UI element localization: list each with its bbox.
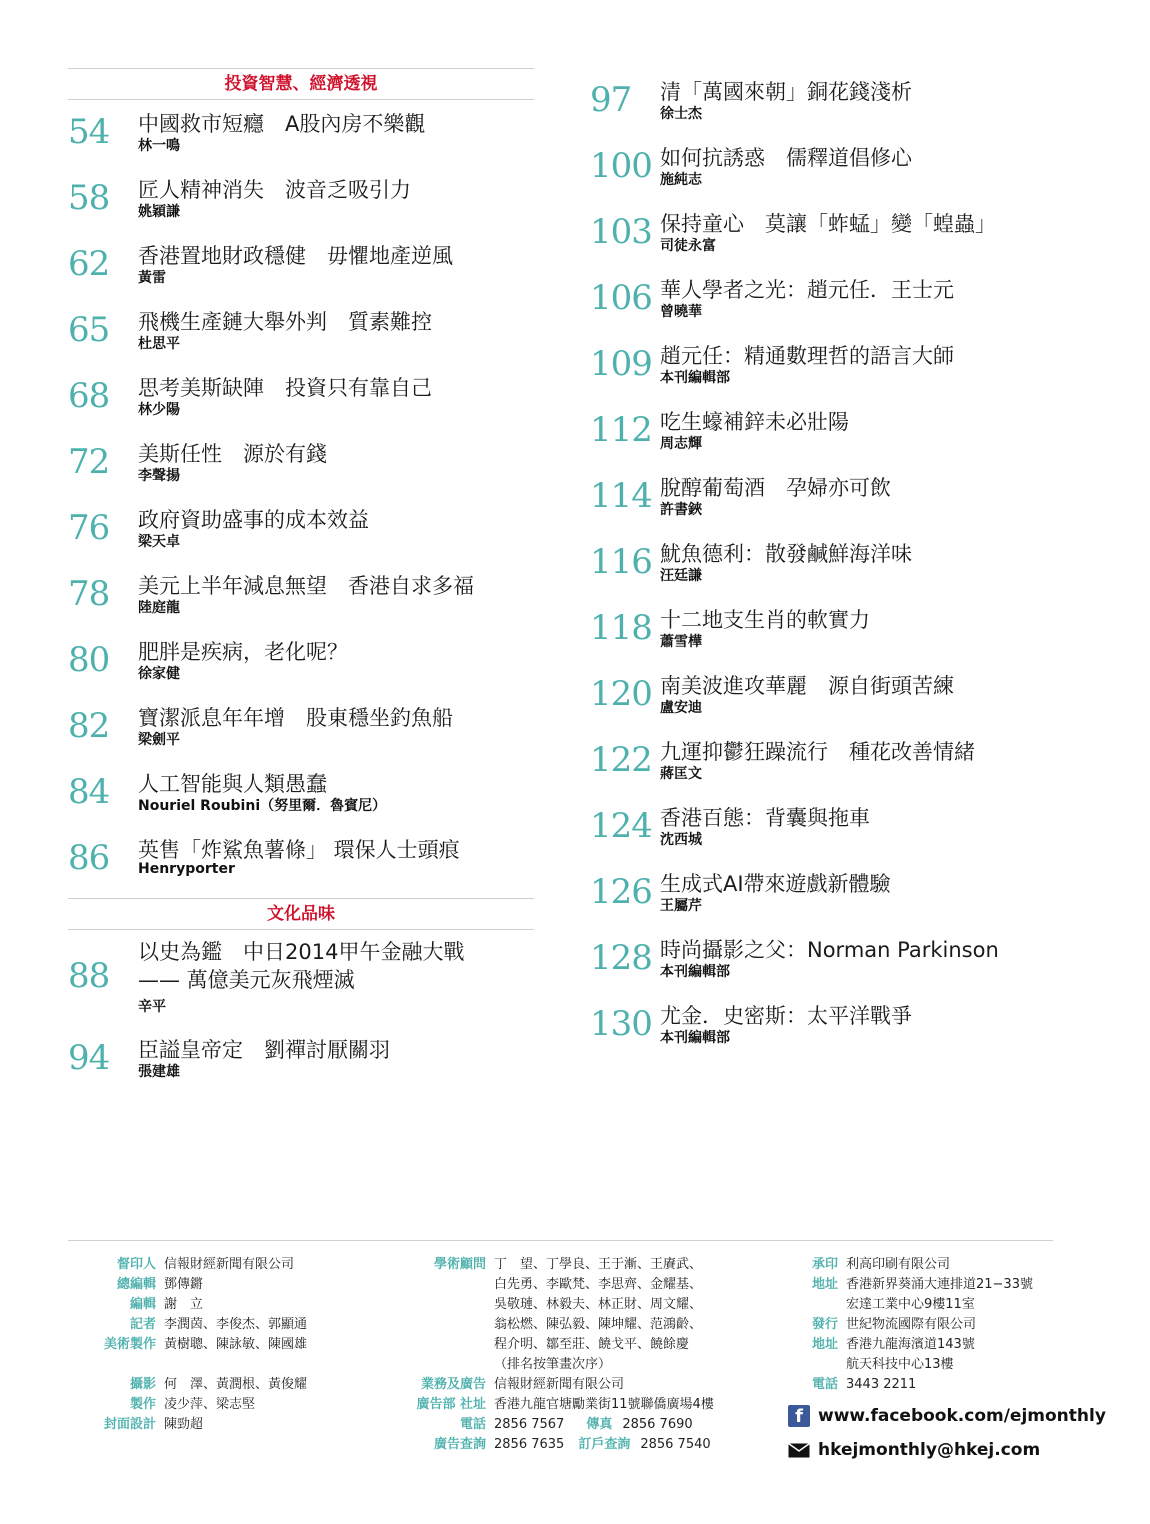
toc-entry[interactable] (590, 662, 1110, 728)
page-number: 122 (590, 740, 652, 780)
article-title: 臣謚皇帝定 劉禪討厭關羽 (138, 1038, 390, 1062)
credit-label: 封面設計 (103, 1417, 156, 1432)
page-number: 106 (590, 278, 652, 318)
credit-label: 廣告部 社址 (416, 1397, 486, 1412)
credit-value: 香港新界葵涌大連排道21−33號 (846, 1277, 1033, 1292)
credit-value: 凌少萍、梁志堅 (164, 1397, 256, 1412)
article-title: 如何抗誘惑 儒釋道倡修心 (660, 146, 912, 170)
advisor-line: 程介明、鄒至莊、饒戈平、饒餘慶 (494, 1337, 690, 1352)
toc-entry[interactable] (590, 992, 1110, 1058)
page-number: 78 (68, 574, 110, 614)
page-number: 88 (68, 956, 110, 996)
page-number: 80 (68, 640, 110, 680)
enquiry-row: 廣告查詢 2856 7635 訂戶查詢 2856 7540 (433, 1437, 711, 1452)
advisor-line: 丁 望、丁學良、王于漸、王賡武、 (494, 1257, 703, 1272)
masthead-credits (68, 1240, 1106, 1460)
toc-entry[interactable] (590, 134, 1110, 200)
credit-row (788, 1275, 1106, 1295)
page-number: 116 (590, 542, 652, 582)
toc-entry[interactable] (590, 530, 1110, 596)
article-title: 生成式AI帶來遊戲新體驗 (660, 872, 891, 896)
toc-entry[interactable] (590, 332, 1110, 398)
page-number: 86 (68, 838, 110, 878)
page-number: 68 (68, 376, 110, 416)
article-title: 魷魚德利：散發鹹鮮海洋味 (660, 542, 912, 566)
article-title: 肥胖是疾病，老化呢？ (138, 640, 348, 664)
page-number: 124 (590, 806, 652, 846)
page-number: 97 (590, 80, 632, 120)
toc-entry[interactable] (68, 1026, 534, 1092)
credit-label: 業務及廣告 (420, 1377, 486, 1392)
credit-value: 鄧傳鏘 (164, 1277, 204, 1292)
section-heading-investment: 投資智慧、經濟透視 (68, 68, 534, 100)
advisor-line: 吳敬璉、林毅夫、林正財、周文耀、 (494, 1297, 703, 1312)
article-author: 汪廷謙 (660, 568, 702, 584)
article-author: 張建雄 (138, 1064, 180, 1080)
toc-left-column (68, 68, 534, 1092)
article-author: 本刊編輯部 (660, 1030, 730, 1046)
article-title: 清「萬國來朝」銅花錢淺析 (660, 80, 912, 104)
credit-value: 何 澤、黃潤根、黃俊耀 (164, 1377, 308, 1392)
toc-entry[interactable] (590, 728, 1110, 794)
article-author: 施純志 (660, 172, 702, 188)
article-author: 林少陽 (138, 402, 180, 418)
toc-entry[interactable] (68, 628, 534, 694)
page-number: 109 (590, 344, 652, 384)
article-title: 尤金．史密斯：太平洋戰爭 (660, 1004, 912, 1028)
credit-label: 總編輯 (116, 1277, 156, 1292)
article-title: 飛機生產鏈大舉外判 質素難控 (138, 310, 432, 334)
toc-list-investment (68, 100, 534, 892)
credit-value: 陳勁超 (164, 1417, 204, 1432)
credit-label: 電話 (811, 1377, 838, 1392)
credit-label (788, 1355, 838, 1375)
credit-row (788, 1375, 1106, 1395)
credit-row (788, 1295, 1106, 1315)
toc-entry[interactable] (590, 794, 1110, 860)
page-number: 120 (590, 674, 652, 714)
credit-label: 攝影 (129, 1377, 156, 1392)
article-author: 梁天卓 (138, 534, 180, 550)
article-title: 時尚攝影之父：Norman Parkinson (660, 938, 999, 962)
credit-row (68, 1295, 307, 1315)
email-link[interactable]: hkejmonthly@hkej.com (788, 1435, 1106, 1465)
credit-value: 信報財經新聞有限公司 (494, 1377, 625, 1392)
page-number: 84 (68, 772, 110, 812)
advisors-list (494, 1255, 702, 1375)
credit-label: 督印人 (116, 1257, 156, 1272)
article-author: Nouriel Roubini（努里爾．魯賓尼） (138, 798, 387, 814)
credit-value: 3443 2211 (846, 1377, 917, 1392)
credit-value: 謝 立 (164, 1297, 204, 1312)
page-number: 118 (590, 608, 652, 648)
page-number: 128 (590, 938, 652, 978)
article-title: 英售「炸鯊魚薯條」 環保人士頭痕 (138, 838, 460, 862)
credit-row (68, 1315, 307, 1335)
toc-entry[interactable] (590, 68, 1110, 134)
credit-row (398, 1395, 714, 1415)
phone-row: 電話 2856 7567 傳真 2856 7690 (459, 1417, 693, 1432)
toc-entry[interactable] (68, 496, 534, 562)
credit-label: 承印 (811, 1257, 838, 1272)
toc-entry[interactable] (590, 266, 1110, 332)
page-number: 65 (68, 310, 110, 350)
credit-label: 學術顧問 (433, 1257, 486, 1272)
credit-row (788, 1355, 1106, 1375)
article-title: 思考美斯缺陣 投資只有靠自己 (138, 376, 432, 400)
credit-label: 編輯 (129, 1297, 156, 1312)
advisor-line: （排名按筆畫次序） (494, 1357, 612, 1372)
article-title: 香港置地財政穩健 毋懼地產逆風 (138, 244, 453, 268)
article-title: 人工智能與人類愚蠢 (138, 772, 327, 796)
credit-value: 香港九龍海濱道143號 (846, 1337, 975, 1352)
article-title: 吃生蠔補鋅未必壯陽 (660, 410, 849, 434)
article-author: 許書鋏 (660, 502, 702, 518)
credit-label: 記者 (129, 1317, 156, 1332)
page-number: 114 (590, 476, 652, 516)
article-title: 匠人精神消失 波音乏吸引力 (138, 178, 411, 202)
toc-entry[interactable] (590, 464, 1110, 530)
toc-entry[interactable] (590, 200, 1110, 266)
article-title: 華人學者之光：趙元任．王士元 (660, 278, 954, 302)
page-number: 72 (68, 442, 110, 482)
toc-entry[interactable] (68, 930, 534, 1024)
section-heading-culture: 文化品味 (68, 898, 534, 930)
page-number: 62 (68, 244, 110, 284)
page-number: 130 (590, 1004, 652, 1044)
article-title: 保持童心 莫讓「蚱蜢」變「蝗蟲」 (660, 212, 996, 236)
toc-entry[interactable] (590, 860, 1110, 926)
article-title: 十二地支生肖的軟實力 (660, 608, 870, 632)
credits-staff (68, 1255, 307, 1435)
credit-label: 地址 (811, 1337, 838, 1352)
article-author: 周志輝 (660, 436, 702, 452)
page-number: 58 (68, 178, 110, 218)
article-title: 寶潔派息年年增 股東穩坐釣魚船 (138, 706, 453, 730)
page-number: 54 (68, 112, 110, 152)
credit-row (788, 1315, 1106, 1335)
article-title: 美元上半年減息無望 香港自求多福 (138, 574, 474, 598)
article-author: 蔣匡文 (660, 766, 702, 782)
toc-entry[interactable] (68, 100, 534, 166)
article-author: 黃雷 (138, 270, 166, 286)
credit-row (68, 1275, 307, 1295)
article-author: 林一鳴 (138, 138, 180, 154)
article-author: 陸庭龍 (138, 600, 180, 616)
toc-entry[interactable] (68, 232, 534, 298)
credit-row (68, 1255, 307, 1275)
article-author: 沈西城 (660, 832, 702, 848)
credit-value: 香港九龍官塘勵業街11號聯僑廣場4樓 (494, 1397, 714, 1412)
page-number: 94 (68, 1038, 110, 1078)
advisor-line: 翁松燃、陳弘毅、陳坤耀、范鴻齡、 (494, 1317, 703, 1332)
article-title: 脫醇葡萄酒 孕婦亦可飲 (660, 476, 891, 500)
page-number: 112 (590, 410, 652, 450)
credit-value: 航天科技中心13樓 (846, 1357, 954, 1372)
credit-row (68, 1415, 307, 1435)
article-author: 杜思平 (138, 336, 180, 352)
article-author: 梁劍平 (138, 732, 180, 748)
toc-entry[interactable] (68, 826, 534, 892)
credit-label (788, 1295, 838, 1315)
article-author: 李聲揚 (138, 468, 180, 484)
article-author: Henryporter (138, 861, 235, 877)
credit-row (788, 1335, 1106, 1355)
article-author: 辛平 (138, 999, 166, 1015)
article-title: 南美波進攻華麗 源自街頭苦練 (660, 674, 954, 698)
article-title: 九運抑鬱狂躁流行 種花改善情緒 (660, 740, 975, 764)
credit-row (68, 1375, 307, 1395)
credit-value: 李潤茵、李俊杰、郭顯通 (164, 1317, 308, 1332)
credit-label: 美術製作 (103, 1337, 156, 1352)
credits-business (398, 1255, 714, 1455)
toc-entry[interactable] (68, 562, 534, 628)
toc-entry[interactable] (68, 760, 534, 826)
article-title: 以史為鑑 中日2014甲午金融大戰 —— 萬億美元灰飛煙滅 (138, 940, 465, 992)
credits-printing (788, 1255, 1106, 1465)
credit-label: 製作 (129, 1397, 156, 1412)
credit-value: 宏達工業中心9樓11室 (846, 1297, 975, 1312)
article-title: 香港百態：背囊與拖車 (660, 806, 870, 830)
credit-row (788, 1255, 1106, 1275)
toc-entry[interactable] (68, 298, 534, 364)
article-author: 蕭雪樺 (660, 634, 702, 650)
toc-entry[interactable] (68, 166, 534, 232)
article-title: 趙元任：精通數理哲的語言大師 (660, 344, 954, 368)
page-number: 126 (590, 872, 652, 912)
article-title: 政府資助盛事的成本效益 (138, 508, 369, 532)
article-author: 司徒永富 (660, 238, 716, 254)
page-number: 103 (590, 212, 652, 252)
credit-value: 利高印刷有限公司 (846, 1257, 951, 1272)
page-number: 100 (590, 146, 652, 186)
credit-value: 世紀物流國際有限公司 (846, 1317, 977, 1332)
credit-row (398, 1375, 714, 1395)
article-author: 曾曉華 (660, 304, 702, 320)
article-author: 徐士杰 (660, 106, 702, 122)
facebook-link[interactable]: f www.facebook.com/ejmonthly (788, 1401, 1106, 1431)
credit-label: 發行 (811, 1317, 838, 1332)
page-number: 82 (68, 706, 110, 746)
toc-entry[interactable] (590, 398, 1110, 464)
article-author: 王屬芹 (660, 898, 702, 914)
toc-entry[interactable] (68, 430, 534, 496)
credit-row (68, 1335, 307, 1355)
article-author: 姚穎謙 (138, 204, 180, 220)
article-title: 中國救市短癮 A股內房不樂觀 (138, 112, 426, 136)
toc-entry[interactable] (68, 694, 534, 760)
credit-row (68, 1395, 307, 1415)
article-author: 盧安迪 (660, 700, 702, 716)
article-title: 美斯任性 源於有錢 (138, 442, 327, 466)
toc-right-column (590, 68, 1110, 1058)
toc-entry[interactable] (590, 926, 1110, 992)
page-number: 76 (68, 508, 110, 548)
article-author: 徐家健 (138, 666, 180, 682)
toc-list-culture (590, 68, 1110, 1058)
envelope-icon (788, 1443, 810, 1458)
article-author: 本刊編輯部 (660, 370, 730, 386)
credit-value: 信報財經新聞有限公司 (164, 1257, 295, 1272)
toc-entry[interactable] (68, 364, 534, 430)
advisor-line: 白先勇、李歐梵、李思齊、金耀基、 (494, 1277, 703, 1292)
toc-entry[interactable] (590, 596, 1110, 662)
credit-value: 黃樹聰、陳詠敏、陳國雄 (164, 1337, 308, 1352)
article-author: 本刊編輯部 (660, 964, 730, 980)
facebook-icon: f (788, 1405, 810, 1427)
credit-label: 地址 (811, 1277, 838, 1292)
